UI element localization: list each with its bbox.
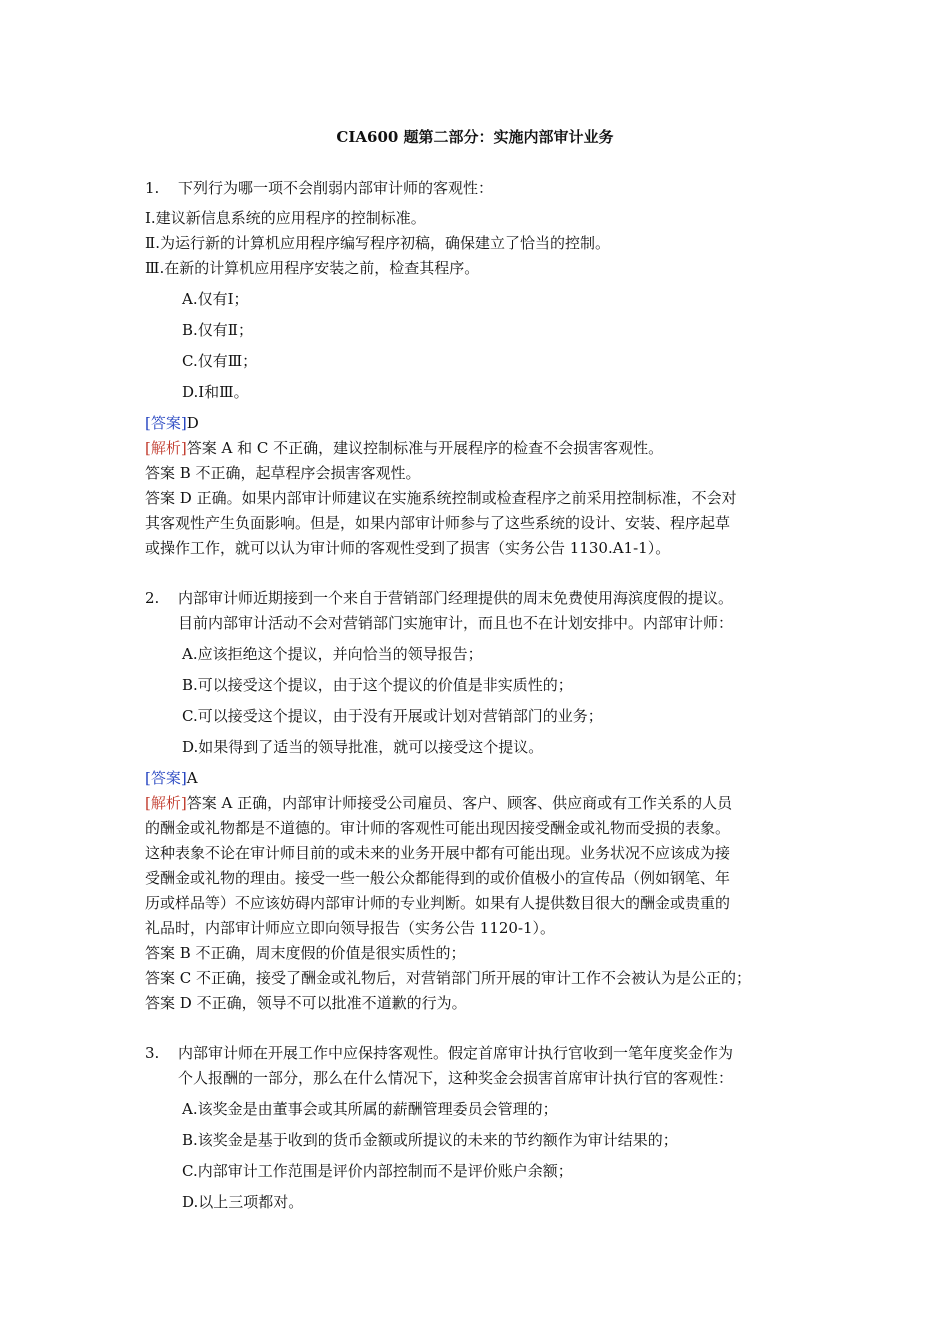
answer-value: A [186, 769, 198, 787]
option: C.仅有Ⅲ； [182, 352, 258, 370]
analysis-line [145, 438, 663, 458]
analysis-text: 答案 D 正确。如果内部审计师建议在实施系统控制或检查程序之前采用控制标准，不会对 [145, 489, 737, 507]
analysis-text: 受酬金或礼物的理由。接受一些一般公众都能得到的或价值极小的宣传品（例如钢笔、年 [145, 869, 731, 887]
question-stem: 个人报酬的一部分，那么在什么情况下，这种奖金会损害首席审计执行官的客观性： [178, 1069, 734, 1087]
option: D.如果得到了适当的领导批准，就可以接受这个提议。 [182, 738, 544, 756]
option: A.仅有Ⅰ； [182, 290, 249, 308]
option: B.仅有Ⅱ； [182, 321, 253, 339]
option: C.可以接受这个提议，由于没有开展或计划对营销部门的业务； [182, 707, 603, 725]
analysis-text: 答案 A 和 C 不正确，建议控制标准与开展程序的检查不会损害客观性。 [186, 439, 664, 457]
question-number: 1. [145, 179, 160, 197]
analysis-text: 答案 B 不正确，起草程序会损害客观性。 [145, 464, 421, 482]
analysis-text: 的酬金或礼物都是不道德的。审计师的客观性可能出现因接受酬金或礼物而受损的表象。 [145, 819, 731, 837]
answer-line [145, 413, 199, 433]
document-title: CIA600 题第二部分：实施内部审计业务 [336, 128, 614, 146]
statement: Ⅱ.为运行新的计算机应用程序编写程序初稿，确保建立了恰当的控制。 [145, 234, 610, 252]
answer-line [145, 768, 198, 788]
option: D.Ⅰ和Ⅲ。 [182, 383, 249, 401]
statement: Ⅰ.建议新信息系统的应用程序的控制标准。 [145, 209, 426, 227]
analysis-text: 答案 D 不正确，领导不可以批准不道歉的行为。 [145, 994, 467, 1012]
analysis-text: 这种表象不论在审计师目前的或未来的业务开展中都有可能出现。业务状况不应该成为接 [145, 844, 731, 862]
question-stem: 内部审计师在开展工作中应保持客观性。假定首席审计执行官收到一笔年度奖金作为 [178, 1044, 734, 1062]
answer-value: D [186, 414, 199, 432]
option: A.应该拒绝这个提议，并向恰当的领导报告； [182, 645, 483, 663]
answer-tag: [答案] [145, 414, 187, 432]
option: A.该奖金是由董事会或其所属的薪酬管理委员会管理的； [182, 1100, 558, 1118]
answer-tag: [答案] [145, 769, 187, 787]
analysis-line [145, 793, 732, 813]
analysis-text: 历或样品等）不应该妨碍内部审计师的专业判断。如果有人提供数目很大的酬金或贵重的 [145, 894, 731, 912]
analysis-text: 其客观性产生负面影响。但是，如果内部审计师参与了这些系统的设计、安装、程序起草 [145, 514, 731, 532]
option: C.内部审计工作范围是评价内部控制而不是评价账户余额； [182, 1162, 573, 1180]
analysis-text: 答案 B 不正确，周末度假的价值是很实质性的； [145, 944, 466, 962]
question-number: 3. [145, 1044, 160, 1062]
option: B.该奖金是基于收到的货币金额或所提议的未来的节约额作为审计结果的； [182, 1131, 678, 1149]
analysis-text: 礼品时，内部审计师应立即向领导报告（实务公告 1120-1）。 [145, 919, 556, 937]
analysis-text: 或操作工作，就可以认为审计师的客观性受到了损害（实务公告 1130.A1-1）。 [145, 539, 671, 557]
analysis-text: 答案 A 正确，内部审计师接受公司雇员、客户、顾客、供应商或有工作关系的人员 [186, 794, 733, 812]
statement: Ⅲ.在新的计算机应用程序安装之前，检查其程序。 [145, 259, 480, 277]
analysis-text: 答案 C 不正确，接受了酬金或礼物后，对营销部门所开展的审计工作不会被认为是公正的； [145, 969, 752, 987]
question-number: 2. [145, 589, 160, 607]
question-stem: 目前内部审计活动不会对营销部门实施审计，而且也不在计划安排中。内部审计师： [178, 614, 734, 632]
option: B.可以接受这个提议，由于这个提议的价值是非实质性的； [182, 676, 573, 694]
question-stem: 下列行为哪一项不会削弱内部审计师的客观性： [178, 179, 494, 197]
analysis-tag: [解析] [145, 794, 187, 812]
analysis-tag: [解析] [145, 439, 187, 457]
option: D.以上三项都对。 [182, 1193, 304, 1211]
question-stem: 内部审计师近期接到一个来自于营销部门经理提供的周末免费使用海滨度假的提议。 [178, 589, 734, 607]
